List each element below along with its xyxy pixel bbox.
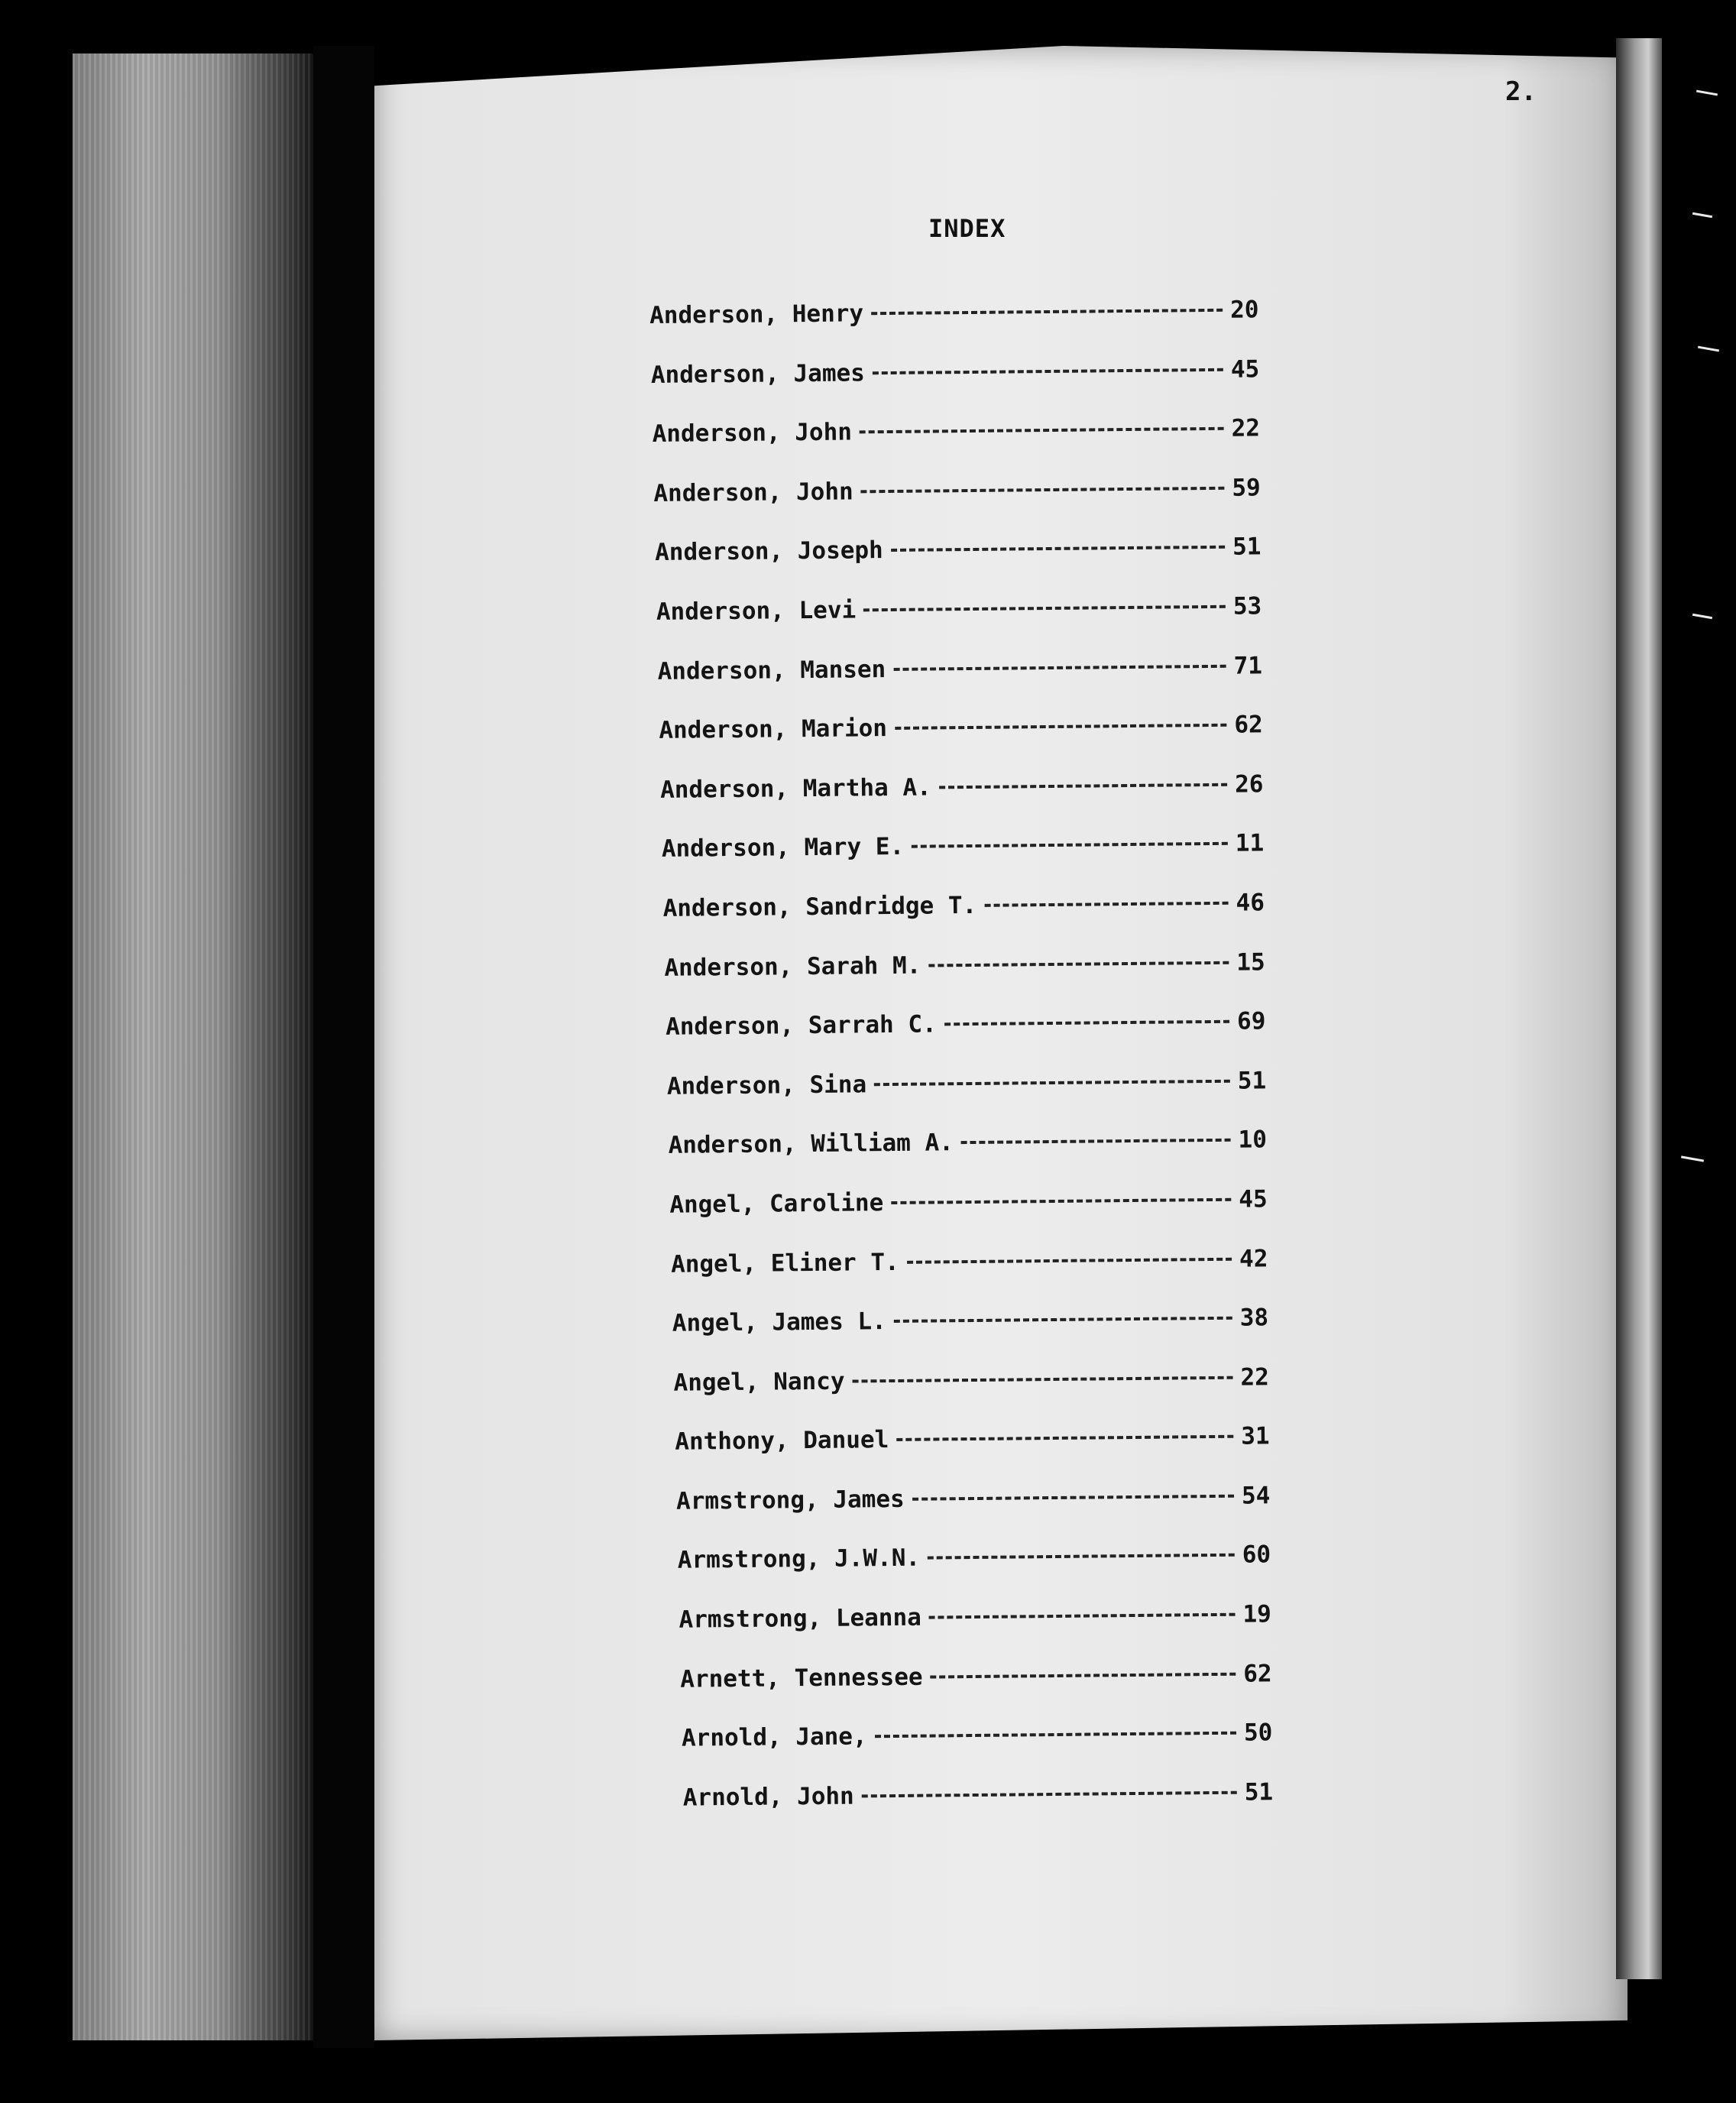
index-entry bbox=[660, 1422, 1287, 1487]
entry-name: Anderson, Sandridge T. bbox=[662, 891, 977, 922]
entry-page-ref: 19 bbox=[1242, 1600, 1272, 1628]
entry-page-ref: 62 bbox=[1243, 1659, 1272, 1688]
dot-leader bbox=[895, 724, 1226, 730]
dot-leader bbox=[862, 1791, 1237, 1798]
index-entry bbox=[657, 1067, 1284, 1132]
dot-leader bbox=[912, 1495, 1234, 1501]
entry-page-ref: 51 bbox=[1232, 533, 1262, 562]
index-entry bbox=[658, 1185, 1285, 1250]
dot-leader bbox=[894, 1317, 1232, 1323]
dot-leader bbox=[874, 1079, 1230, 1085]
entry-name: Anderson, John bbox=[652, 418, 853, 449]
entry-page-ref: 60 bbox=[1242, 1541, 1271, 1570]
entry-name: Angel, Caroline bbox=[669, 1189, 884, 1219]
dot-leader bbox=[873, 368, 1223, 374]
page-number: 2. bbox=[1505, 76, 1537, 107]
dot-leader bbox=[861, 487, 1225, 494]
dot-leader bbox=[961, 1139, 1231, 1144]
dot-leader bbox=[931, 1672, 1236, 1678]
dot-leader bbox=[860, 427, 1224, 434]
entry-name: Anderson, William A. bbox=[668, 1129, 954, 1160]
book-binding bbox=[313, 46, 374, 2048]
entry-name: Anderson, Marion bbox=[659, 715, 888, 745]
page-title: INDEX bbox=[928, 214, 1006, 243]
entry-name: Anderson, Mansen bbox=[657, 655, 886, 685]
entry-page-ref: 31 bbox=[1241, 1422, 1270, 1450]
entry-name: Anderson, John bbox=[653, 478, 853, 507]
entry-page-ref: 38 bbox=[1239, 1304, 1269, 1332]
entry-page-ref: 15 bbox=[1236, 948, 1265, 977]
entry-page-ref: 22 bbox=[1231, 414, 1261, 442]
dot-leader bbox=[893, 664, 1226, 670]
margin-tick bbox=[1698, 346, 1719, 352]
dot-leader bbox=[875, 1732, 1236, 1738]
index-entry bbox=[663, 1719, 1291, 1784]
entry-page-ref: 71 bbox=[1233, 651, 1263, 680]
entry-name: Anderson, Sarah M. bbox=[664, 951, 921, 982]
entry-page-ref: 69 bbox=[1236, 1007, 1266, 1035]
dot-leader bbox=[863, 605, 1226, 612]
dot-leader bbox=[891, 1198, 1231, 1204]
margin-tick bbox=[1692, 212, 1712, 218]
entry-page-ref: 42 bbox=[1239, 1244, 1268, 1273]
entry-page-ref: 45 bbox=[1230, 355, 1260, 384]
index-entry bbox=[661, 1482, 1288, 1547]
index-entry bbox=[653, 652, 1280, 717]
entry-page-ref: 10 bbox=[1238, 1126, 1268, 1154]
dot-leader bbox=[944, 1020, 1229, 1026]
dot-leader bbox=[853, 1376, 1233, 1382]
dot-leader bbox=[907, 1257, 1232, 1263]
entry-name: Armstrong, James bbox=[675, 1485, 905, 1515]
entry-name: Armstrong, Leanna bbox=[679, 1603, 921, 1634]
index-entry bbox=[650, 414, 1278, 479]
index-entry bbox=[651, 474, 1278, 539]
index-entry bbox=[655, 829, 1282, 894]
entry-page-ref: 62 bbox=[1234, 711, 1263, 739]
index-entry bbox=[655, 889, 1282, 954]
entry-name: Anderson, James bbox=[650, 358, 866, 389]
entry-page-ref: 54 bbox=[1241, 1482, 1271, 1510]
entry-page-ref: 51 bbox=[1244, 1778, 1274, 1807]
index-entry bbox=[656, 948, 1283, 1013]
entry-name: Anderson, Mary E. bbox=[661, 833, 905, 864]
book-edge-left bbox=[73, 53, 317, 2040]
dot-leader bbox=[929, 1613, 1236, 1619]
entry-name: Anderson, Martha A. bbox=[659, 773, 931, 804]
index-entry bbox=[659, 1304, 1287, 1369]
dot-leader bbox=[939, 783, 1227, 789]
index-entry bbox=[654, 770, 1281, 835]
margin-tick bbox=[1681, 1155, 1704, 1162]
entry-name: Armstrong, J.W.N. bbox=[677, 1544, 921, 1575]
entry-name: Anderson, Sina bbox=[666, 1071, 867, 1100]
dot-leader bbox=[891, 546, 1225, 552]
index-entry bbox=[653, 711, 1281, 776]
index-entry bbox=[649, 296, 1277, 361]
dot-leader bbox=[896, 1435, 1233, 1441]
entry-page-ref: 22 bbox=[1240, 1363, 1270, 1392]
entry-page-ref: 45 bbox=[1239, 1185, 1268, 1214]
index-entry bbox=[653, 592, 1280, 657]
entry-page-ref: 46 bbox=[1236, 889, 1265, 917]
index-entry bbox=[650, 355, 1278, 420]
entry-name: Anderson, Henry bbox=[649, 300, 864, 329]
index-entry bbox=[659, 1245, 1286, 1310]
entry-name: Anthony, Danuel bbox=[675, 1426, 889, 1457]
dot-leader bbox=[984, 902, 1228, 907]
index-entry bbox=[659, 1363, 1287, 1428]
book-edge-right bbox=[1616, 38, 1662, 1979]
index-entry bbox=[652, 533, 1279, 598]
index-entry bbox=[656, 1007, 1284, 1072]
entry-page-ref: 20 bbox=[1229, 296, 1259, 324]
entry-page-ref: 11 bbox=[1235, 829, 1265, 858]
entry-page-ref: 26 bbox=[1234, 770, 1264, 799]
entry-name: Arnold, John bbox=[682, 1782, 854, 1812]
entry-name: Angel, Nancy bbox=[673, 1367, 845, 1397]
entry-page-ref: 59 bbox=[1232, 474, 1261, 502]
margin-tick bbox=[1696, 90, 1718, 96]
dot-leader bbox=[871, 309, 1223, 315]
index-list bbox=[649, 296, 1291, 1843]
dot-leader bbox=[912, 842, 1228, 848]
dot-leader bbox=[928, 1554, 1235, 1560]
margin-tick bbox=[1692, 614, 1712, 619]
dot-leader bbox=[928, 961, 1229, 967]
index-entry bbox=[657, 1126, 1284, 1191]
entry-page-ref: 50 bbox=[1243, 1719, 1273, 1747]
entry-name: Angel, James L. bbox=[672, 1307, 886, 1337]
entry-page-ref: 51 bbox=[1237, 1067, 1267, 1095]
entry-name: Angel, Eliner T. bbox=[670, 1248, 899, 1278]
index-entry bbox=[662, 1541, 1289, 1606]
entry-name: Anderson, Sarrah C. bbox=[665, 1010, 937, 1041]
entry-name: Arnett, Tennessee bbox=[680, 1663, 923, 1693]
entry-name: Anderson, Joseph bbox=[654, 536, 883, 567]
entry-name: Arnold, Jane, bbox=[681, 1722, 867, 1752]
index-entry bbox=[662, 1660, 1290, 1725]
entry-name: Anderson, Levi bbox=[656, 596, 857, 626]
index-entry bbox=[664, 1778, 1291, 1843]
index-entry bbox=[662, 1600, 1289, 1665]
entry-page-ref: 53 bbox=[1232, 592, 1262, 621]
